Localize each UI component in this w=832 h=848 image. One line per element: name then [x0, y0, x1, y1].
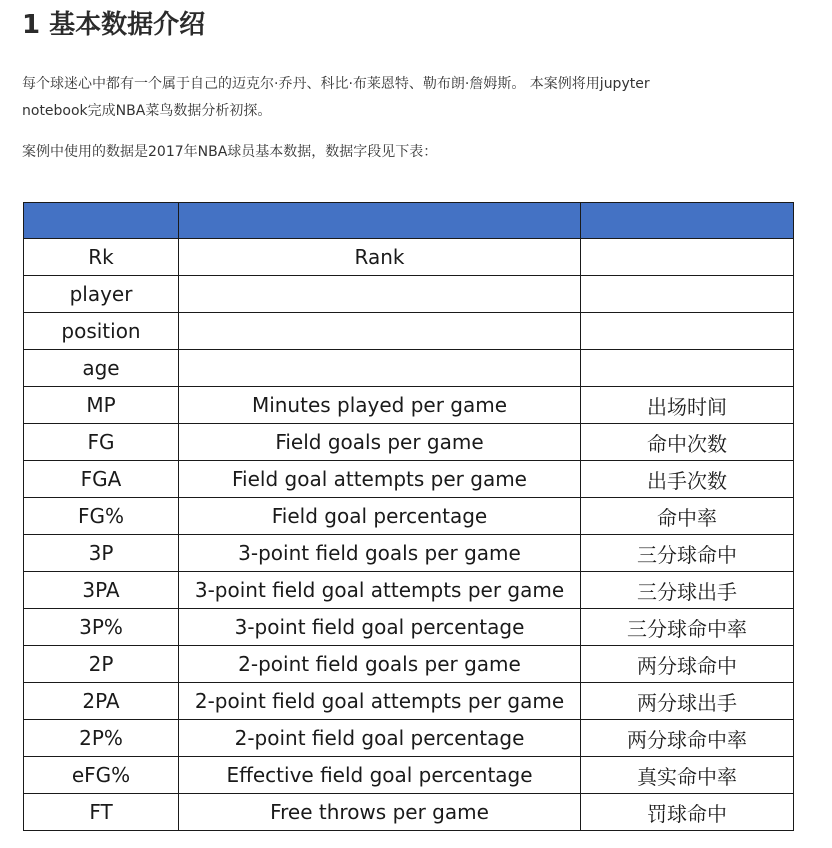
field-chinese-cell: 两分球命中率 [581, 720, 794, 757]
field-chinese-cell: 命中次数 [581, 424, 794, 461]
field-chinese-cell: 命中率 [581, 498, 794, 535]
field-chinese-cell: 出手次数 [581, 461, 794, 498]
table-row [24, 498, 794, 535]
table-row [24, 535, 794, 572]
field-description-cell: Effective field goal percentage [179, 757, 581, 794]
field-code-cell: Rk [24, 239, 179, 276]
field-chinese-cell: 两分球出手 [581, 683, 794, 720]
header-cell-3 [581, 203, 794, 239]
field-table [23, 202, 794, 831]
field-description-cell: 2-point field goals per game [179, 646, 581, 683]
field-description-cell: 2-point field goal percentage [179, 720, 581, 757]
table-row [24, 461, 794, 498]
field-code-cell: 2P [24, 646, 179, 683]
field-code-cell: FG% [24, 498, 179, 535]
table-row [24, 387, 794, 424]
field-description-cell: Field goal percentage [179, 498, 581, 535]
intro-line-2: notebook完成NBA菜鸟数据分析初探。 [22, 103, 272, 119]
table-row [24, 683, 794, 720]
field-description-cell: 3-point field goal percentage [179, 609, 581, 646]
table-row [24, 424, 794, 461]
table-row [24, 794, 794, 831]
field-code-cell: 2P% [24, 720, 179, 757]
field-code-cell: 2PA [24, 683, 179, 720]
intro-paragraph [22, 71, 812, 125]
field-chinese-cell: 三分球命中 [581, 535, 794, 572]
field-description-cell: 3-point field goal attempts per game [179, 572, 581, 609]
field-chinese-cell: 三分球出手 [581, 572, 794, 609]
table-caption: 案例中使用的数据是2017年NBA球员基本数据，数据字段见下表： [22, 144, 438, 160]
header-cell-2 [179, 203, 581, 239]
field-chinese-cell [581, 276, 794, 313]
field-chinese-cell: 两分球命中 [581, 646, 794, 683]
table-row [24, 572, 794, 609]
field-chinese-cell: 三分球命中率 [581, 609, 794, 646]
field-code-cell: eFG% [24, 757, 179, 794]
field-description-cell: Field goals per game [179, 424, 581, 461]
intro-line-1: 每个球迷心中都有一个属于自己的迈克尔·乔丹、科比·布莱恩特、勒布朗·詹姆斯。 本案例将用jupyter [22, 76, 650, 92]
field-code-cell: FG [24, 424, 179, 461]
field-code-cell: FGA [24, 461, 179, 498]
page-title: 1 基本数据介绍 [22, 10, 206, 40]
field-chinese-cell [581, 350, 794, 387]
field-code-cell: MP [24, 387, 179, 424]
field-code-cell: player [24, 276, 179, 313]
field-description-cell: Field goal attempts per game [179, 461, 581, 498]
field-description-cell: 3-point field goals per game [179, 535, 581, 572]
field-code-cell: age [24, 350, 179, 387]
field-code-cell: 3P% [24, 609, 179, 646]
field-description-cell [179, 350, 581, 387]
field-description-cell: Rank [179, 239, 581, 276]
field-description-cell: Free throws per game [179, 794, 581, 831]
field-code-cell: 3PA [24, 572, 179, 609]
field-chinese-cell [581, 239, 794, 276]
field-chinese-cell [581, 313, 794, 350]
table-row [24, 757, 794, 794]
field-description-cell: Minutes played per game [179, 387, 581, 424]
field-chinese-cell: 出场时间 [581, 387, 794, 424]
table-row [24, 720, 794, 757]
header-cell-1 [24, 203, 179, 239]
field-description-cell [179, 313, 581, 350]
field-chinese-cell: 真实命中率 [581, 757, 794, 794]
table-body [24, 239, 794, 831]
table-row [24, 313, 794, 350]
table-row [24, 276, 794, 313]
table-row [24, 350, 794, 387]
field-code-cell: 3P [24, 535, 179, 572]
table-header-row [24, 203, 794, 239]
field-description-cell [179, 276, 581, 313]
field-code-cell: FT [24, 794, 179, 831]
field-code-cell: position [24, 313, 179, 350]
table-row [24, 609, 794, 646]
field-description-cell: 2-point field goal attempts per game [179, 683, 581, 720]
table-row [24, 646, 794, 683]
table-row [24, 239, 794, 276]
field-chinese-cell: 罚球命中 [581, 794, 794, 831]
